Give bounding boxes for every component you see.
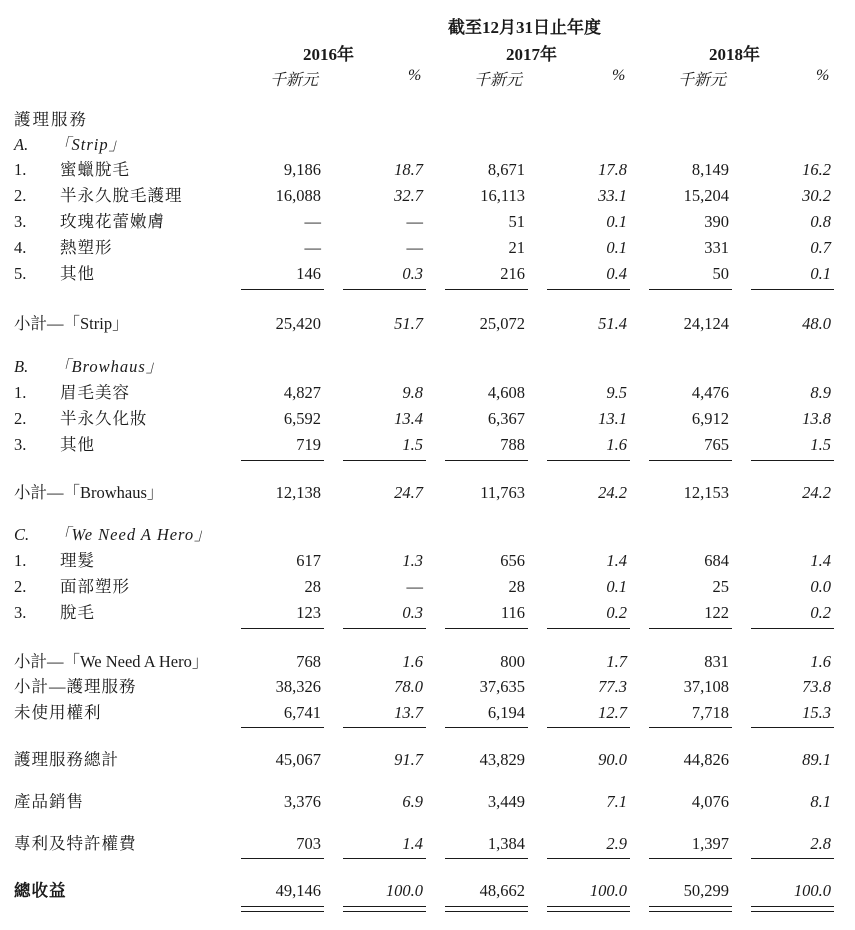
amount-2016: 45,067 [275, 750, 321, 769]
amount-2017: 788 [500, 435, 525, 454]
divider [547, 628, 630, 629]
pct-2016: 0.3 [402, 603, 423, 622]
pct-2017: 24.2 [598, 483, 627, 502]
table-row [0, 184, 855, 208]
pct-2017: 13.1 [598, 409, 627, 428]
divider [649, 727, 732, 728]
divider [241, 289, 324, 290]
item-number: 1. [14, 160, 27, 179]
amount-2016: 12,138 [275, 483, 321, 502]
pct-2016: 0.3 [402, 264, 423, 283]
amount-2016: 25,420 [275, 314, 321, 333]
pct-2018: 8.1 [810, 792, 831, 811]
divider [343, 289, 426, 290]
amount-2016: 6,592 [283, 409, 321, 428]
item-number: 4. [14, 238, 27, 257]
item-label: 半永久脫毛護理 [60, 186, 183, 205]
pct-2018: 15.3 [802, 703, 831, 722]
divider [343, 858, 426, 859]
pct-2017: 0.4 [606, 264, 627, 283]
amount-2016: 146 [296, 264, 321, 283]
group-header-strip [0, 133, 855, 157]
amount-2017: 16,113 [480, 186, 525, 205]
pct-2017: 100.0 [589, 881, 627, 900]
amount-2017: 8,671 [487, 160, 525, 179]
section-title: 護理服務 [14, 110, 88, 129]
table-row [0, 158, 855, 182]
table-row [0, 210, 855, 234]
amount-2017: 656 [500, 551, 525, 570]
pct-2017: 9.5 [606, 383, 627, 402]
pct-2016: 9.8 [402, 383, 423, 402]
amount-2018: 684 [704, 551, 729, 570]
amount-2018: 50 [712, 264, 729, 283]
summary-row [0, 748, 855, 772]
divider [241, 858, 324, 859]
amount-2017: 6,194 [487, 703, 525, 722]
amount-2016: — [304, 238, 321, 257]
divider [445, 727, 528, 728]
amount-2018: 37,108 [683, 677, 729, 696]
pct-2018: 0.1 [810, 264, 831, 283]
pct-2018: 89.1 [802, 750, 831, 769]
summary-label: 產品銷售 [14, 792, 84, 811]
item-label: 其他 [60, 264, 95, 283]
table-row [0, 262, 855, 286]
item-label: 熱塑形 [60, 238, 113, 257]
amount-2016: 28 [304, 577, 321, 596]
amount-2017: 37,635 [479, 677, 525, 696]
pct-2016: 1.4 [402, 834, 423, 853]
pct-2016: 1.3 [402, 551, 423, 570]
item-number: 2. [14, 409, 27, 428]
amount-2017: 800 [500, 652, 525, 671]
divider [751, 858, 834, 859]
divider [241, 727, 324, 728]
subtotal-label: 小計—「Strip」 [14, 314, 129, 333]
amount-2017: 1,384 [487, 834, 525, 853]
pct-2017: 1.6 [606, 435, 627, 454]
item-number: 3. [14, 435, 27, 454]
double-divider [445, 906, 528, 912]
amount-2017: 6,367 [487, 409, 525, 428]
amount-2016: 703 [296, 834, 321, 853]
divider [751, 289, 834, 290]
divider [343, 628, 426, 629]
pct-2018: 0.0 [810, 577, 831, 596]
item-label: 其他 [60, 435, 95, 454]
pct-2018: 1.5 [810, 435, 831, 454]
pct-2017: 1.4 [606, 551, 627, 570]
pct-2018: 0.7 [810, 238, 831, 257]
divider [547, 460, 630, 461]
pct-2016: 18.7 [394, 160, 423, 179]
amount-2018: 25 [712, 577, 729, 596]
summary-label: 小計—護理服務 [14, 677, 137, 696]
divider [445, 460, 528, 461]
amount-2018: 4,076 [691, 792, 729, 811]
item-number: 3. [14, 212, 27, 231]
section-title-row [0, 108, 855, 132]
divider [241, 628, 324, 629]
group-name: 「Strip」 [54, 135, 127, 154]
divider [649, 628, 732, 629]
pct-2016: 13.7 [394, 703, 423, 722]
pct-2016: 6.9 [402, 792, 423, 811]
subtotal-label: 小計—「Browhaus」 [14, 483, 164, 502]
pct-2018: 48.0 [802, 314, 831, 333]
subtotal-label: 小計—「We Need A Hero」 [14, 652, 209, 671]
item-label: 理髮 [60, 551, 95, 570]
amount-2018: 765 [704, 435, 729, 454]
amount-2017: 48,662 [479, 881, 525, 900]
pct-2018: 2.8 [810, 834, 831, 853]
table-row [0, 601, 855, 625]
year-2016-header: 2016年 [303, 45, 354, 64]
year-2017-header: 2017年 [506, 45, 557, 64]
amount-2018: 4,476 [691, 383, 729, 402]
amount-2018: 50,299 [683, 881, 729, 900]
unit-amount-2017: 千新元 [474, 72, 523, 89]
pct-2017: 90.0 [598, 750, 627, 769]
pct-2017: 1.7 [606, 652, 627, 671]
table-row [0, 549, 855, 573]
amount-2018: 12,153 [683, 483, 729, 502]
amount-2017: 11,763 [480, 483, 525, 502]
double-divider [547, 906, 630, 912]
amount-2018: 6,912 [691, 409, 729, 428]
subtotal-row-strip [0, 312, 855, 336]
amount-2016: 719 [296, 435, 321, 454]
pct-2017: 0.2 [606, 603, 627, 622]
divider [751, 628, 834, 629]
pct-2018: 8.9 [810, 383, 831, 402]
double-divider [751, 906, 834, 912]
group-header-we-need-a-hero [0, 523, 855, 547]
divider [649, 858, 732, 859]
pct-2017: 77.3 [598, 677, 627, 696]
unit-amount-2016: 千新元 [270, 72, 319, 89]
total-row [0, 879, 855, 903]
summary-row [0, 701, 855, 725]
unit-pct-2017: % [612, 67, 626, 84]
summary-row [0, 832, 855, 856]
amount-2017: 28 [508, 577, 525, 596]
pct-2018: 100.0 [793, 881, 831, 900]
amount-2018: 331 [704, 238, 729, 257]
amount-2016: 38,326 [275, 677, 321, 696]
pct-2017: 33.1 [598, 186, 627, 205]
double-divider [649, 906, 732, 912]
pct-2016: 13.4 [394, 409, 423, 428]
item-number: 2. [14, 577, 27, 596]
pct-2016: 1.6 [402, 652, 423, 671]
divider [445, 858, 528, 859]
pct-2018: 1.6 [810, 652, 831, 671]
pct-2018: 0.2 [810, 603, 831, 622]
summary-row [0, 675, 855, 699]
divider [649, 460, 732, 461]
divider [547, 858, 630, 859]
group-name: 「We Need A Hero」 [54, 525, 212, 544]
summary-label: 未使用權利 [14, 703, 102, 722]
group-header-browhaus [0, 355, 855, 379]
item-number: 2. [14, 186, 27, 205]
amount-2017: 4,608 [487, 383, 525, 402]
pct-2017: 17.8 [598, 160, 627, 179]
pct-2018: 13.8 [802, 409, 831, 428]
pct-2016: 32.7 [394, 186, 423, 205]
table-row [0, 236, 855, 260]
subtotal-row-browhaus [0, 481, 855, 505]
summary-label: 專利及特許權費 [14, 834, 137, 853]
amount-2017: 25,072 [479, 314, 525, 333]
pct-2018: 73.8 [802, 677, 831, 696]
amount-2017: 51 [508, 212, 525, 231]
amount-2018: 122 [704, 603, 729, 622]
group-letter: A. [14, 135, 29, 154]
group-letter: B. [14, 357, 29, 376]
double-divider [241, 906, 324, 912]
amount-2018: 44,826 [683, 750, 729, 769]
pct-2018: 0.8 [810, 212, 831, 231]
amount-2016: 768 [296, 652, 321, 671]
amount-2016: 617 [296, 551, 321, 570]
pct-2017: 0.1 [606, 212, 627, 231]
total-label: 總收益 [14, 881, 67, 900]
amount-2017: 116 [500, 603, 525, 622]
divider [649, 289, 732, 290]
divider [445, 628, 528, 629]
double-divider [343, 906, 426, 912]
divider [547, 289, 630, 290]
period-title: 截至12月31日止年度 [448, 18, 601, 37]
divider [751, 460, 834, 461]
amount-2016: 9,186 [283, 160, 321, 179]
item-label: 眉毛美容 [60, 383, 130, 402]
divider [343, 460, 426, 461]
divider [241, 460, 324, 461]
amount-2016: 3,376 [283, 792, 321, 811]
pct-2017: 2.9 [606, 834, 627, 853]
divider [343, 727, 426, 728]
divider [445, 289, 528, 290]
summary-label: 護理服務總計 [14, 750, 119, 769]
amount-2018: 7,718 [691, 703, 729, 722]
pct-2016: — [406, 212, 423, 231]
item-number: 1. [14, 551, 27, 570]
year-2018-header: 2018年 [709, 45, 760, 64]
amount-2018: 24,124 [683, 314, 729, 333]
pct-2016: 91.7 [394, 750, 423, 769]
table-row [0, 407, 855, 431]
table-row [0, 433, 855, 457]
pct-2016: — [406, 238, 423, 257]
amount-2016: 123 [296, 603, 321, 622]
amount-2016: 6,741 [283, 703, 321, 722]
pct-2017: 51.4 [598, 314, 627, 333]
amount-2016: 16,088 [275, 186, 321, 205]
amount-2016: 49,146 [275, 881, 321, 900]
amount-2017: 216 [500, 264, 525, 283]
amount-2017: 43,829 [479, 750, 525, 769]
amount-2018: 831 [704, 652, 729, 671]
unit-pct-2018: % [816, 67, 830, 84]
amount-2016: 4,827 [283, 383, 321, 402]
summary-row [0, 790, 855, 814]
table-row [0, 381, 855, 405]
pct-2016: 1.5 [402, 435, 423, 454]
pct-2018: 24.2 [802, 483, 831, 502]
group-letter: C. [14, 525, 30, 544]
pct-2016: — [406, 577, 423, 596]
unit-amount-2018: 千新元 [678, 72, 727, 89]
item-number: 5. [14, 264, 27, 283]
pct-2017: 12.7 [598, 703, 627, 722]
pct-2018: 16.2 [802, 160, 831, 179]
table-row [0, 575, 855, 599]
pct-2016: 78.0 [394, 677, 423, 696]
amount-2018: 1,397 [691, 834, 729, 853]
amount-2018: 390 [704, 212, 729, 231]
amount-2018: 8,149 [691, 160, 729, 179]
pct-2017: 0.1 [606, 577, 627, 596]
subtotal-row-we-need-a-hero [0, 650, 855, 674]
divider [547, 727, 630, 728]
item-number: 3. [14, 603, 27, 622]
pct-2016: 51.7 [394, 314, 423, 333]
amount-2018: 15,204 [683, 186, 729, 205]
pct-2018: 1.4 [810, 551, 831, 570]
item-label: 面部塑形 [60, 577, 130, 596]
item-label: 玫瑰花蕾嫩膚 [60, 212, 165, 231]
item-number: 1. [14, 383, 27, 402]
pct-2016: 100.0 [385, 881, 423, 900]
unit-pct-2016: % [408, 67, 422, 84]
amount-2017: 3,449 [487, 792, 525, 811]
amount-2017: 21 [508, 238, 525, 257]
pct-2018: 30.2 [802, 186, 831, 205]
pct-2017: 7.1 [606, 792, 627, 811]
divider [751, 727, 834, 728]
pct-2017: 0.1 [606, 238, 627, 257]
group-name: 「Browhaus」 [54, 357, 164, 376]
item-label: 蜜蠟脫毛 [60, 160, 130, 179]
pct-2016: 24.7 [394, 483, 423, 502]
item-label: 脫毛 [60, 603, 95, 622]
amount-2016: — [304, 212, 321, 231]
item-label: 半永久化妝 [60, 409, 148, 428]
